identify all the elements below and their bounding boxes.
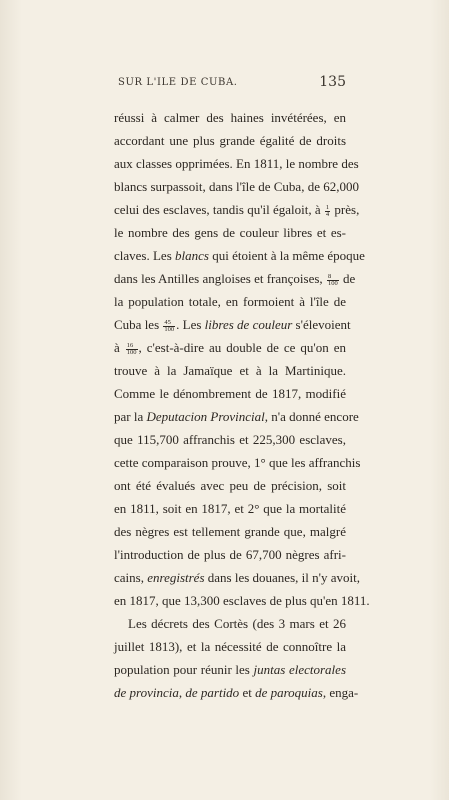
italic-term: de partido (185, 685, 240, 700)
text-line: Les décrets des Cortès (des 3 mars et 26 (128, 616, 346, 631)
italic-term: Deputacion Provincial (146, 409, 265, 424)
text-line: que 115,700 affranchis et 225,300 esclaves, (114, 432, 346, 447)
text-line (114, 313, 351, 336)
text-line: trouve à la Jamaïque et à la Martinique. (114, 363, 346, 378)
text-segment: , (178, 685, 183, 700)
text-line: ont été évalués avec peu de précision, soit (114, 478, 346, 493)
text-line: l'introduction de plus de 67,700 nègres afri- (114, 547, 346, 562)
fraction-numerator: 8 (327, 274, 339, 281)
text-line: juillet 1813), et la nécessité de connoître la (114, 639, 346, 654)
fraction-denominator: 100 (126, 348, 137, 356)
fraction-numerator: 1 (325, 203, 330, 211)
text-line (114, 681, 359, 704)
text-segment: près, (334, 202, 360, 217)
fraction-8-100 (327, 274, 339, 287)
text-line: Comme le dénombrement de 1817, modifié (114, 386, 346, 401)
text-segment: population pour réunir les (114, 662, 250, 677)
fraction-numerator: 16 (126, 343, 138, 350)
text-segment: qui étoient à la même époque (212, 248, 365, 263)
text-line (114, 658, 346, 681)
text-segment: , c'est-à-dire au double de ce qu'on en (138, 340, 346, 355)
text-segment: . Les (176, 317, 202, 332)
text-segment: à (114, 340, 120, 355)
text-line (114, 405, 359, 428)
text-segment: , n'a donné encore (264, 409, 359, 424)
italic-term: de paroquias (255, 685, 323, 700)
text-line (114, 566, 360, 589)
text-line: réussi à calmer des haines invétérées, en (114, 110, 346, 125)
text-line: la population totale, en formoient à l'île de (114, 294, 346, 309)
text-line (114, 267, 356, 290)
text-segment: claves. Les (114, 248, 172, 263)
page-number: 135 (319, 74, 346, 90)
italic-term: enregistrés (147, 570, 205, 585)
text-line: en 1817, que 13,300 esclaves de plus qu'en 1811. (114, 593, 370, 608)
text-line: cette comparaison prouve, 1° que les affranchis (114, 455, 361, 470)
italic-term: de provincia (114, 685, 179, 700)
fraction-16-100 (126, 343, 138, 356)
text-segment: dans les douanes, il n'y avoit, (207, 570, 360, 585)
text-segment: dans les Antilles angloises et françoises, (114, 271, 323, 286)
text-line: en 1811, soit en 1817, et 2° que la mortalité (114, 501, 346, 516)
text-segment: , enga- (322, 685, 359, 700)
fraction-one-quarter (325, 205, 330, 218)
text-line (114, 198, 360, 221)
fraction-numerator: 45 (163, 320, 175, 327)
fraction-denominator: 4 (325, 210, 330, 218)
page-body (114, 106, 370, 704)
text-line: aux classes opprimées. En 1811, le nombre des (114, 156, 359, 171)
text-segment: par la (114, 409, 144, 424)
text-segment: celui des esclaves, tandis qu'il égaloit, à (114, 202, 321, 217)
text-line (114, 244, 365, 267)
italic-term: blancs (175, 248, 209, 263)
text-line: des nègres est tellement grande que, malgré (114, 524, 346, 539)
italic-term: juntas electorales (253, 662, 346, 677)
text-segment: et (242, 685, 252, 700)
fraction-45-100 (163, 320, 175, 333)
text-line: accordant une plus grande égalité de droits (114, 133, 346, 148)
fraction-denominator: 100 (164, 325, 175, 333)
text-segment: de (342, 271, 356, 286)
text-segment: cains, (114, 570, 144, 585)
fraction-denominator: 100 (327, 279, 338, 287)
text-segment: Cuba les (114, 317, 160, 332)
italic-term: libres de couleur (204, 317, 293, 332)
text-segment: s'élevoient (295, 317, 351, 332)
text-line (114, 336, 346, 359)
text-line: le nombre des gens de couleur libres et es- (114, 225, 346, 240)
running-head: SUR L'ILE DE CUBA. (118, 77, 238, 88)
text-line: blancs surpassoit, dans l'île de Cuba, de 62,000 (114, 179, 359, 194)
